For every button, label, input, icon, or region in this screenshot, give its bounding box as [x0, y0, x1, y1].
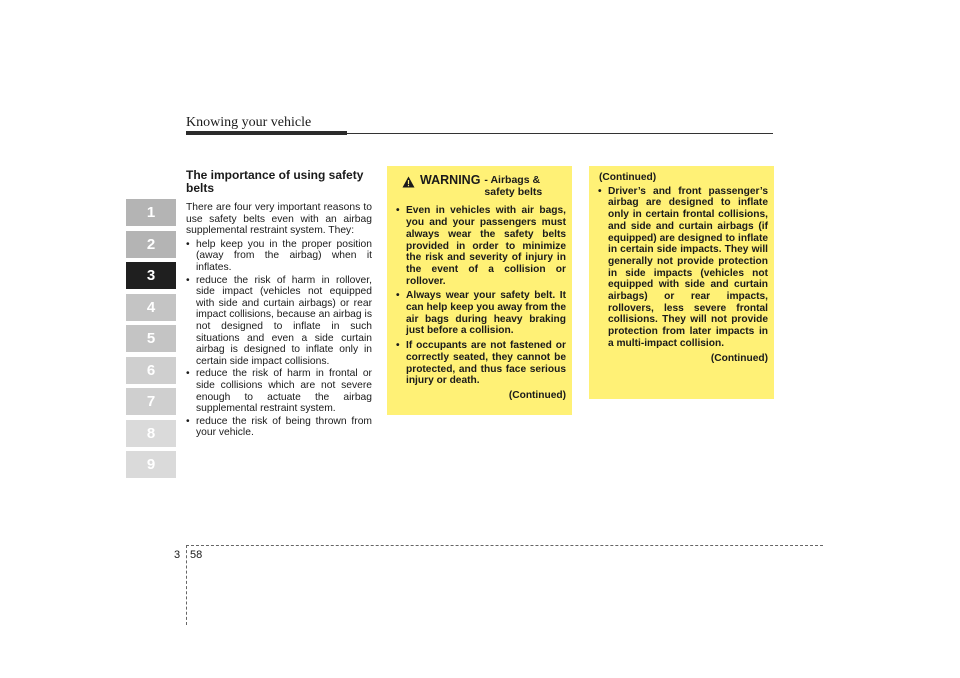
warning-label: WARNING [420, 173, 481, 187]
header-title: Knowing your vehicle [186, 115, 312, 130]
list-item: • If occupants are not fastened or correctly seated, they cannot be protected, and thus face serious injury or death. [396, 340, 566, 387]
safety-belts-section [186, 169, 372, 440]
list-item: • reduce the risk of harm in frontal or side collisions which are not severe enough to actuate the airbag supplemental restraint system. [186, 368, 372, 414]
warning-header [396, 175, 566, 198]
warning-box-continued [589, 166, 774, 399]
warning-triangle-icon [402, 176, 415, 188]
warning-subtitle-line2: safety belts [484, 185, 543, 198]
header-rule-accent [186, 131, 347, 135]
chapter-tab-5[interactable]: 5 [126, 325, 176, 352]
footer-page-number: 58 [190, 549, 203, 561]
continued-label: (Continued) [508, 389, 566, 401]
warning-list [396, 205, 566, 387]
chapter-tab-9[interactable]: 9 [126, 451, 176, 478]
warning-subtitle-line1: - Airbags & [484, 174, 541, 186]
continued-label-top: (Continued) [599, 172, 657, 183]
list-item: • Always wear your safety belt. It can help keep you away from the air bags during heavy braking just before a collision. [396, 290, 566, 337]
chapter-tab-1[interactable]: 1 [126, 199, 176, 226]
list-item: • help keep you in the proper position (away from the airbag) when it inflates. [186, 239, 372, 274]
footer-divider [186, 545, 187, 625]
chapter-tab-8[interactable]: 8 [126, 420, 176, 447]
section-heading: The importance of using safety belts [186, 168, 364, 195]
chapter-tabs [126, 199, 176, 483]
warning-box-airbags [387, 166, 572, 415]
section-intro: There are four very important reasons to use safety belts even with an airbag supplemental restraint system. They: [186, 202, 372, 237]
warning-subtitle [484, 175, 550, 198]
continued-label-bottom: (Continued) [710, 352, 768, 364]
chapter-tab-7[interactable]: 7 [126, 388, 176, 415]
footer-chapter-number: 3 [174, 549, 181, 561]
list-item: • reduce the risk of being thrown from your vehicle. [186, 416, 372, 439]
list-item: • Driver’s and front passenger’s airbag are designed to inflate only in certain frontal collisions, and side and curtain airbags (if equipped) are designed to inflate in certain side impacts. They will generally not provide protection in side impacts (vehicles not equipped with side and curtain airbags) or rear impacts, rollovers, less severe frontal collisions. They will not provide protection from later impacts in a multi-impact collision. [598, 186, 768, 350]
list-item: • reduce the risk of harm in rollover, side impact (vehicles not equipped with side and curtain airbags) or rear impact collisions, because an airbag is not designed to inflate in such situations and even a side curtain airbag is designed to inflate only in certain side impact collisions. [186, 275, 372, 368]
footer-rule [186, 545, 823, 546]
reasons-list [186, 239, 372, 439]
chapter-tab-6[interactable]: 6 [126, 357, 176, 384]
warning-list [598, 186, 768, 350]
chapter-tab-2[interactable]: 2 [126, 231, 176, 258]
chapter-tab-4[interactable]: 4 [126, 294, 176, 321]
chapter-tab-3[interactable]: 3 [126, 262, 176, 289]
list-item: • Even in vehicles with air bags, you and your passengers must always wear the safety belts provided in order to minimize the risk and severity of injury in the event of a collision or rollover. [396, 205, 566, 287]
